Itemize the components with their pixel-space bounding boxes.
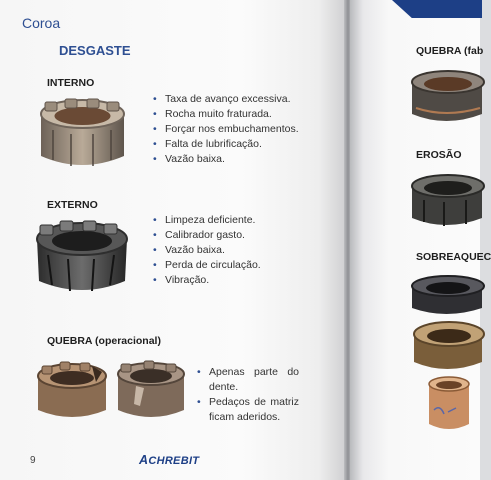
right-subhead-erosao: EROSÃO [416, 149, 462, 161]
logo-initial: A [139, 453, 149, 467]
right-subhead-sobreaquec: SOBREAQUEC [416, 251, 491, 263]
list-item: • Pedaços de matriz ficam aderidos. [197, 395, 299, 425]
quebra-bit-photo-2 [114, 360, 188, 420]
right-bit-photo-sobreaquec-3 [426, 374, 472, 434]
list-item: • Falta de lubrificação. [153, 137, 299, 152]
right-subhead-quebra: QUEBRA (fab [416, 45, 484, 57]
externo-title: EXTERNO [47, 199, 98, 211]
list-item: • Vazão baixa. [153, 152, 299, 167]
right-bit-photo-erosao [410, 172, 482, 228]
right-bit-photo-quebra [410, 68, 482, 124]
right-bit-photo-sobreaquec-2 [412, 318, 482, 374]
logo-text: CHREBIT [148, 455, 200, 467]
list-item: • Taxa de avanço excessiva. [153, 92, 299, 107]
right-bit-photo-sobreaquec-1 [410, 274, 482, 316]
right-page [350, 0, 491, 480]
externo-bullet-list [153, 213, 261, 288]
list-item: • Vazão baixa. [153, 243, 261, 258]
interno-bullet-list [153, 92, 299, 167]
section-title: DESGASTE [59, 43, 131, 58]
page-header-title: Coroa [22, 15, 61, 31]
brand-logo [139, 453, 199, 467]
list-item: • Forçar nos embuchamentos. [153, 122, 299, 137]
corner-accent-shape [392, 0, 482, 18]
interno-title: INTERNO [47, 77, 95, 89]
quebra-bit-photo-1 [34, 360, 110, 420]
page-number: 9 [30, 455, 36, 466]
list-item: • Apenas parte do dente. [197, 365, 299, 395]
list-item: • Vibração. [153, 273, 261, 288]
externo-bit-photo [32, 217, 132, 295]
quebra-title: QUEBRA (operacional) [47, 335, 161, 347]
quebra-bullet-list [197, 365, 299, 425]
interno-bit-photo [35, 94, 130, 170]
list-item: • Calibrador gasto. [153, 228, 261, 243]
list-item: • Rocha muito fraturada. [153, 107, 299, 122]
list-item: • Limpeza deficiente. [153, 213, 261, 228]
list-item: • Perda de circulação. [153, 258, 261, 273]
